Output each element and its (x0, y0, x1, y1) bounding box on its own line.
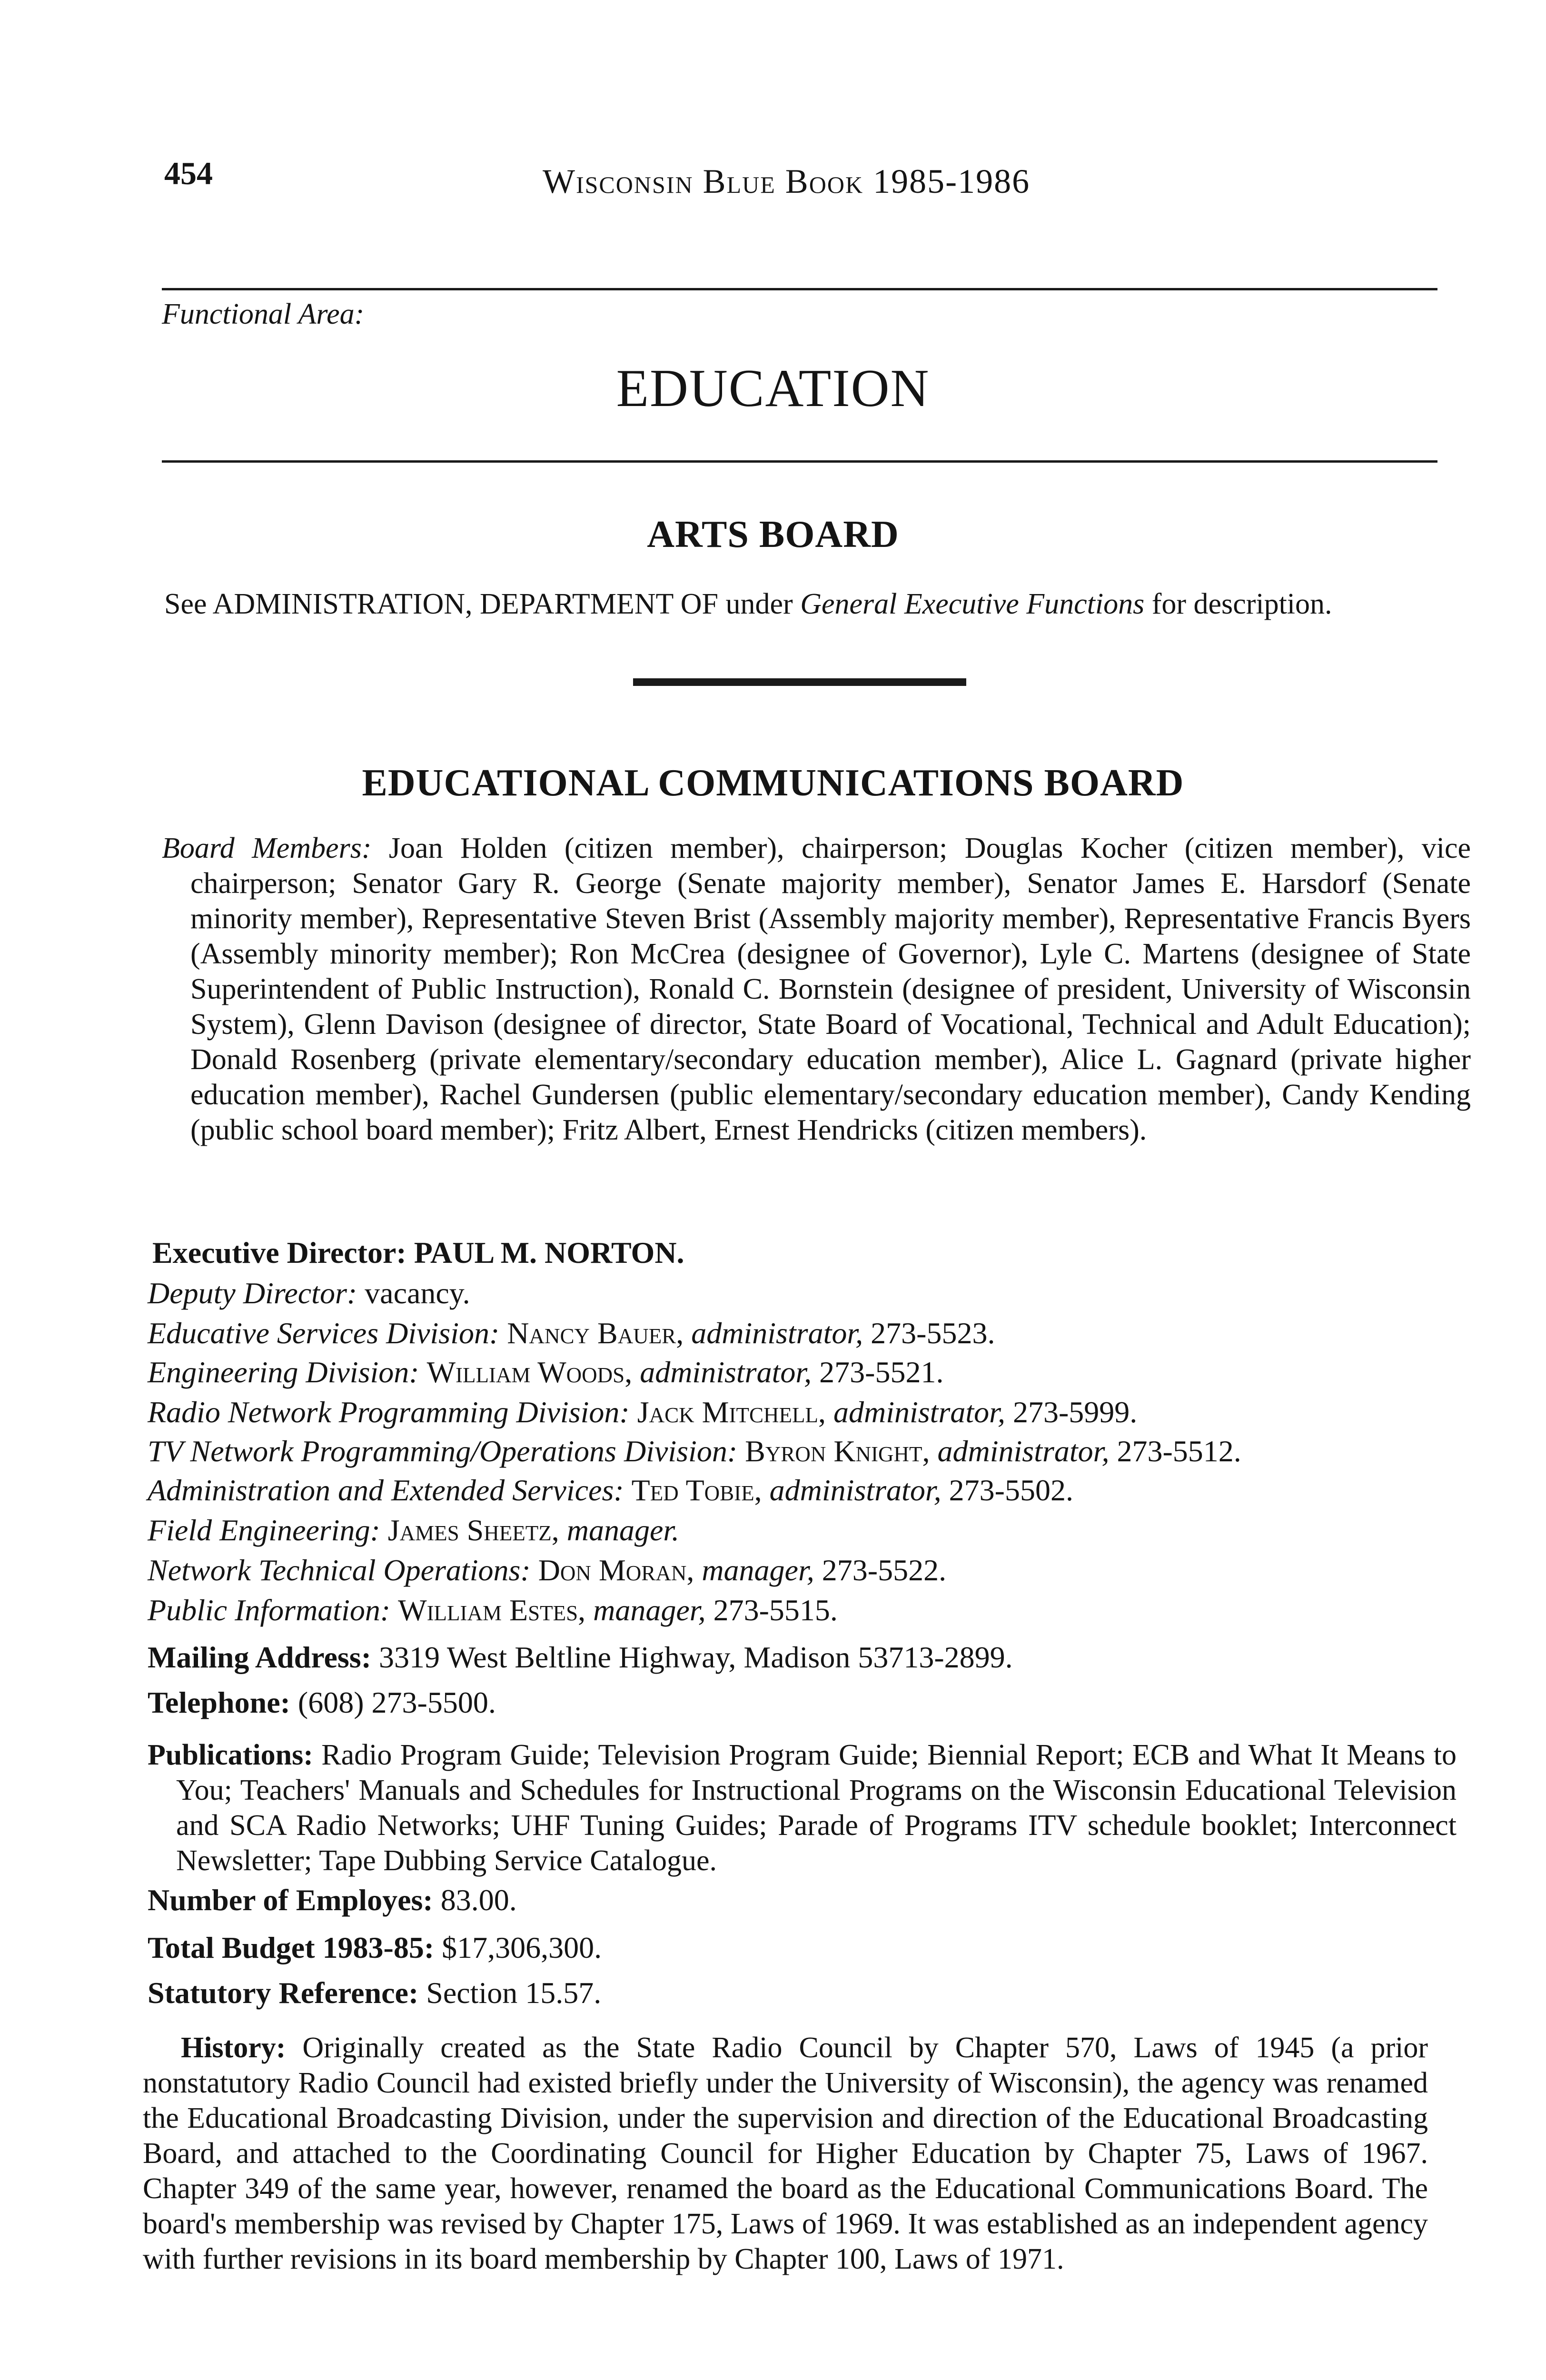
staff-line (148, 1593, 1433, 1628)
telephone-label: Telephone: (148, 1686, 290, 1719)
staff-role: administrator, (769, 1473, 941, 1507)
staff-role: administrator, (691, 1316, 863, 1350)
arts-see-end: for description. (1144, 588, 1332, 620)
staff-label: Administration and Extended Services: (148, 1473, 624, 1507)
section-divider (633, 678, 966, 686)
staff-label: Public Information: (148, 1593, 391, 1627)
staff-label: Educative Services Division: (148, 1316, 500, 1350)
board-members-paragraph (162, 831, 1471, 1148)
staff-phone: 273-5999. (1012, 1395, 1138, 1429)
page-number: 454 (164, 155, 213, 191)
staff-role: manager, (702, 1553, 814, 1587)
staff-line (148, 1395, 1433, 1430)
ecb-title: EDUCATIONAL COMMUNICATIONS BOARD (362, 762, 1184, 804)
staff-phone: 273-5515. (713, 1593, 838, 1627)
arts-see-text: See ADMINISTRATION, DEPARTMENT OF under (164, 588, 801, 620)
arts-board-title: ARTS BOARD (647, 514, 899, 555)
staff-label: Engineering Division: (148, 1355, 419, 1389)
statutory: Section 15.57. (426, 1976, 602, 2010)
staff-name: William Woods, (426, 1355, 633, 1389)
section-title: EDUCATION (616, 359, 930, 418)
staff-name: vacancy. (365, 1276, 470, 1310)
history-paragraph (143, 2030, 1428, 2277)
statutory-label: Statutory Reference: (148, 1976, 419, 2010)
staff-line (148, 1553, 1433, 1588)
staff-phone: 273-5502. (949, 1473, 1073, 1507)
staff-phone: 273-5521. (819, 1355, 944, 1389)
board-members-label: Board Members: (162, 832, 372, 864)
staff-name: Jack Mitchell, (637, 1395, 826, 1429)
employees: 83.00. (440, 1883, 517, 1917)
staff-role: manager. (566, 1513, 680, 1547)
staff-line (148, 1355, 1433, 1390)
history-label: History: (181, 2032, 286, 2064)
staff-line (148, 1276, 1433, 1311)
top-rule (162, 288, 1437, 290)
staff-role: administrator, (937, 1434, 1110, 1468)
staff-label: Deputy Director: (148, 1276, 357, 1310)
staff-name: Don Moran, (538, 1553, 694, 1587)
staff-name: Ted Tobie, (631, 1473, 762, 1507)
staff-phone: 273-5512. (1117, 1434, 1241, 1468)
budget-label: Total Budget 1983-85: (148, 1931, 435, 1964)
staff-line (148, 1473, 1433, 1508)
budget-line (148, 1930, 1433, 1965)
executive-director-name: PAUL M. NORTON. (414, 1236, 684, 1269)
staff-role: manager, (593, 1593, 706, 1627)
staff-phone: 273-5522. (822, 1553, 947, 1587)
staff-name: Nancy Bauer, (507, 1316, 684, 1350)
executive-director-line (152, 1235, 1437, 1270)
history: Originally created as the State Radio Council by Chapter 570, Laws of 1945 (a prior nonstatutory Radio Council had existed briefly under the University of Wisconsin), the agency was renamed the Educational Broadcasting Division, under the supervision and direction of the Educational Broadcasting Board, and attached to the Coordinating Council for Higher Education by Chapter 75, Laws of 1967. Chapter 349 of the same year, however, renamed the board as the Educational Communications Board. The board's membership was revised by Chapter 175, Laws of 1969. It was established as an independent agency with further revisions in its board membership by Chapter 100, Laws of 1971. (143, 2032, 1428, 2275)
staff-line (148, 1434, 1433, 1469)
publications-label: Publications: (148, 1739, 313, 1771)
publications-paragraph (148, 1737, 1457, 1878)
staff-label: Network Technical Operations: (148, 1553, 531, 1587)
mailing-address: 3319 West Beltline Highway, Madison 53713-2899. (379, 1640, 1013, 1674)
functional-area-label: Functional Area: (162, 298, 365, 330)
staff-phone: 273-5523. (871, 1316, 995, 1350)
staff-label: Radio Network Programming Division: (148, 1395, 630, 1429)
arts-board-description (164, 586, 1471, 622)
staff-label: TV Network Programming/Operations Division: (148, 1434, 738, 1468)
employees-label: Number of Employes: (148, 1883, 433, 1917)
employees-line (148, 1883, 1433, 1918)
staff-role: administrator, (640, 1355, 812, 1389)
mailing-address-label: Mailing Address: (148, 1640, 371, 1674)
publications: Radio Program Guide; Television Program Guide; Biennial Report; ECB and What It Means to You; Teachers' Manuals and Schedules for Instructional Programs on the Wisconsin Educational Television and SCA Radio Networks; UHF Tuning Guides; Parade of Programs ITV schedule booklet; Interconnect Newsletter; Tape Dubbing Service Catalogue. (176, 1739, 1457, 1877)
telephone: (608) 273-5500. (297, 1686, 496, 1719)
running-head: Wisconsin Blue Book 1985-1986 (543, 162, 1031, 200)
staff-name: Byron Knight, (745, 1434, 930, 1468)
board-members-text: Joan Holden (citizen member), chairperson; Douglas Kocher (citizen member), vice chairperson; Senator Gary R. George (Senate majority member), Senator James E. Harsdorf (Senate minority member), Representative Steven Brist (Assembly majority member), Representative Francis Byers (Assembly minority member); Ron McCrea (designee of Governor), Lyle C. Martens (designee of State Superintendent of Public Instruction), Ronald C. Bornstein (designee of president, University of Wisconsin System), Glenn Davison (designee of director, State Board of Vocational, Technical and Adult Education); Donald Rosenberg (private elementary/secondary education member), Alice L. Gagnard (private higher education member), Rachel Gundersen (public elementary/secondary education member), Candy Kending (public school board member); Fritz Albert, Ernest Hendricks (citizen members). (190, 832, 1471, 1146)
executive-director-label: Executive Director: (152, 1236, 406, 1269)
mailing-address-line (148, 1640, 1433, 1675)
staff-role: administrator, (833, 1395, 1005, 1429)
section-rule (162, 460, 1437, 463)
staff-name: William Estes, (398, 1593, 586, 1627)
staff-line (148, 1513, 1433, 1548)
statutory-line (148, 1975, 1433, 2011)
staff-line (148, 1316, 1433, 1351)
arts-see-italic: General Executive Functions (800, 588, 1145, 620)
staff-name: James Sheetz, (387, 1513, 559, 1547)
budget: $17,306,300. (442, 1931, 602, 1964)
telephone-line (148, 1685, 1433, 1720)
staff-label: Field Engineering: (148, 1513, 380, 1547)
